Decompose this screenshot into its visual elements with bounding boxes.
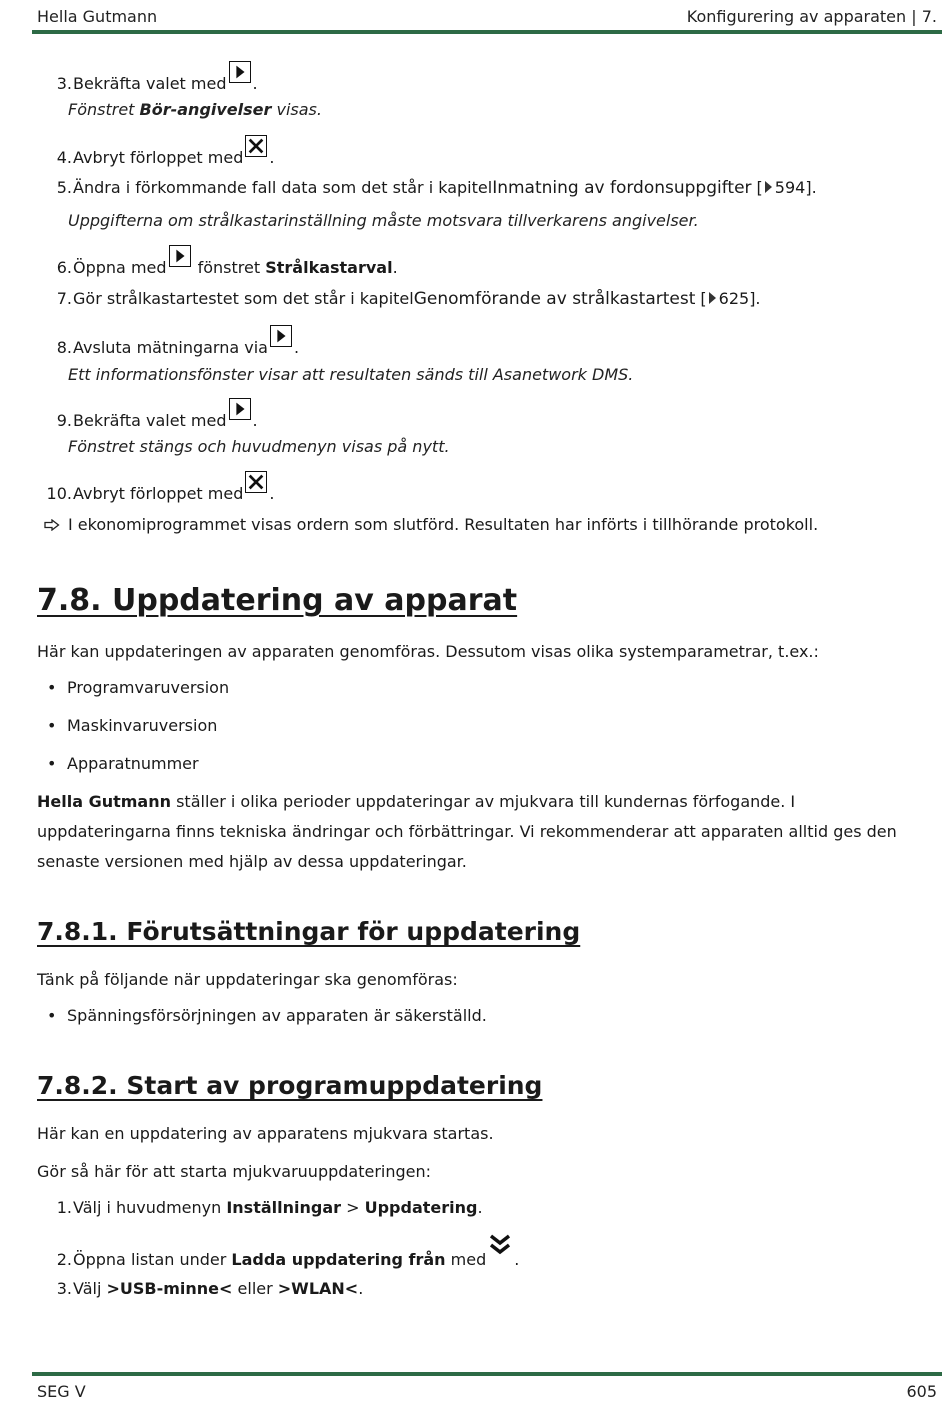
result-text: I ekonomiprogrammet visas ordern som slutförd. Resultaten har införts i tillhörande protokoll.	[68, 515, 819, 534]
subsection-intro: Tänk på följande när uppdateringar ska genomföras:	[37, 970, 458, 989]
section-paragraph	[37, 787, 900, 877]
footer-rule	[32, 1372, 942, 1376]
note-bold: Bör-angivelser	[139, 100, 272, 119]
step-number: 1.	[56, 1198, 72, 1217]
paragraph-text: ställer i olika perioder uppdateringar av mjukvara till kundernas förfogande. I uppdateringarna finns tekniska ändringar och förbättringar. Vi rekommenderar att apparaten alltid ges den senaste versionen med hjälp av dessa uppdateringar.	[37, 792, 897, 871]
step-number: 6.	[56, 258, 72, 277]
step-number: 9.	[56, 411, 72, 430]
list-item-text: Spänningsförsörjningen av apparaten är säkerställd.	[67, 1006, 487, 1025]
step-number: 10.	[46, 484, 72, 503]
step-text: Öppna listan under	[73, 1250, 232, 1269]
step-punct: .	[293, 338, 300, 357]
subsection-heading: 7.8.1. Förutsättningar för uppdatering	[37, 917, 581, 946]
step-6	[44, 251, 398, 277]
step-10	[44, 477, 274, 503]
list-item	[47, 754, 199, 773]
step-text: Avbryt förloppet med	[73, 148, 244, 167]
step-text: Välj i huvudmenyn	[73, 1198, 227, 1217]
step-punct: .	[477, 1198, 483, 1217]
step-number: 3.	[56, 74, 72, 93]
list-item-text: Programvaruversion	[67, 678, 230, 697]
step-note: Fönstret stängs och huvudmenyn visas på nytt.	[68, 437, 450, 456]
list-item	[47, 678, 229, 697]
update-step-1	[44, 1198, 483, 1217]
header-right: Konfigurering av apparaten | 7.	[686, 7, 937, 26]
step-number: 8.	[56, 338, 72, 357]
step-number: 5.	[56, 178, 72, 197]
step-note: Ett informationsfönster visar att resultaten sänds till Asanetwork DMS.	[68, 365, 634, 384]
step-text: med	[445, 1250, 487, 1269]
step-text: Ändra i förkommande fall data som det står i kapitel	[73, 178, 493, 197]
ref-bracket: ].	[805, 178, 817, 197]
update-step-2	[44, 1241, 519, 1269]
step-text: Gör strålkastartestet som det står i kapitel	[73, 289, 414, 308]
step-8	[44, 331, 299, 357]
step-punct: .	[269, 148, 275, 167]
step-3	[44, 67, 258, 93]
subsection-intro: Här kan en uppdatering av apparatens mjukvara startas.	[37, 1124, 494, 1143]
step-punct: .	[252, 74, 258, 93]
play-button-icon[interactable]	[270, 325, 292, 347]
header-left: Hella Gutmann	[37, 7, 158, 26]
brand-name: Hella Gutmann	[37, 792, 171, 811]
step-4	[44, 141, 274, 167]
note-text: Fönstret	[68, 100, 140, 119]
bullet-dot: •	[47, 1006, 57, 1025]
field-name: Ladda uppdatering från	[231, 1250, 446, 1269]
header-rule	[32, 30, 942, 34]
list-item-text: Maskinvaruversion	[67, 716, 218, 735]
step-note	[68, 100, 322, 119]
step-text: fönstret	[192, 258, 266, 277]
page-ref[interactable]: 594	[774, 178, 806, 197]
step-number: 2.	[56, 1250, 72, 1269]
chapter-link[interactable]: Genomförande av strålkastartest	[413, 289, 696, 309]
ref-bracket: ].	[749, 289, 761, 308]
option-name: >USB-minne<	[106, 1279, 233, 1298]
step-7	[44, 289, 761, 309]
step-punct: .	[252, 411, 258, 430]
chapter-link[interactable]: Inmatning av fordonsuppgifter	[492, 178, 752, 198]
update-step-3	[44, 1279, 363, 1298]
window-name: Strålkastarval	[265, 258, 393, 277]
page-ref[interactable]: 625	[718, 289, 750, 308]
menu-path-item: Uppdatering	[364, 1198, 478, 1217]
menu-path-item: Inställningar	[226, 1198, 342, 1217]
page-reference-arrow-icon	[709, 292, 716, 304]
step-text: Bekräfta valet med	[73, 74, 227, 93]
step-punct: .	[392, 258, 398, 277]
cancel-x-icon[interactable]	[245, 471, 267, 493]
play-button-icon[interactable]	[169, 245, 191, 267]
step-text: Avbryt förloppet med	[73, 484, 244, 503]
step-punct: .	[269, 484, 275, 503]
result-line	[44, 515, 818, 534]
list-item	[47, 716, 217, 735]
step-number: 7.	[56, 289, 72, 308]
section-intro: Här kan uppdateringen av apparaten genomföras. Dessutom visas olika systemparametrar, t.ex.:	[37, 642, 819, 661]
list-item	[47, 1006, 487, 1025]
subsection-intro: Gör så här för att starta mjukvaruuppdateringen:	[37, 1162, 432, 1181]
bullet-dot: •	[47, 716, 57, 735]
menu-path-separator: >	[341, 1198, 365, 1217]
play-button-icon[interactable]	[229, 398, 251, 420]
step-text: eller	[232, 1279, 278, 1298]
step-note: Uppgifterna om strålkastarinställning måste motsvara tillverkarens angivelser.	[68, 211, 699, 230]
step-text: Avsluta mätningarna via	[73, 338, 268, 357]
step-5	[44, 178, 817, 198]
play-button-icon[interactable]	[229, 61, 251, 83]
step-number: 4.	[56, 148, 72, 167]
ref-bracket: [	[756, 178, 763, 197]
bullet-dot: •	[47, 678, 57, 697]
result-arrow-icon	[44, 519, 60, 531]
step-text: Välj	[73, 1279, 107, 1298]
step-text: Öppna med	[73, 258, 167, 277]
step-9	[44, 404, 258, 430]
bullet-dot: •	[47, 754, 57, 773]
list-item-text: Apparatnummer	[67, 754, 199, 773]
footer-left: SEG V	[37, 1382, 86, 1401]
subsection-heading: 7.8.2. Start av programuppdatering	[37, 1071, 543, 1100]
step-punct: .	[514, 1250, 520, 1269]
double-chevron-down-icon[interactable]	[488, 1233, 512, 1257]
section-heading: 7.8. Uppdatering av apparat	[37, 583, 518, 618]
step-number: 3.	[56, 1279, 72, 1298]
cancel-x-icon[interactable]	[245, 135, 267, 157]
page-reference-arrow-icon	[765, 181, 772, 193]
note-text: visas.	[271, 100, 322, 119]
step-punct: .	[358, 1279, 364, 1298]
step-text: Bekräfta valet med	[73, 411, 227, 430]
page-number: 605	[906, 1382, 937, 1401]
ref-bracket: [	[700, 289, 707, 308]
option-name: >WLAN<	[277, 1279, 359, 1298]
